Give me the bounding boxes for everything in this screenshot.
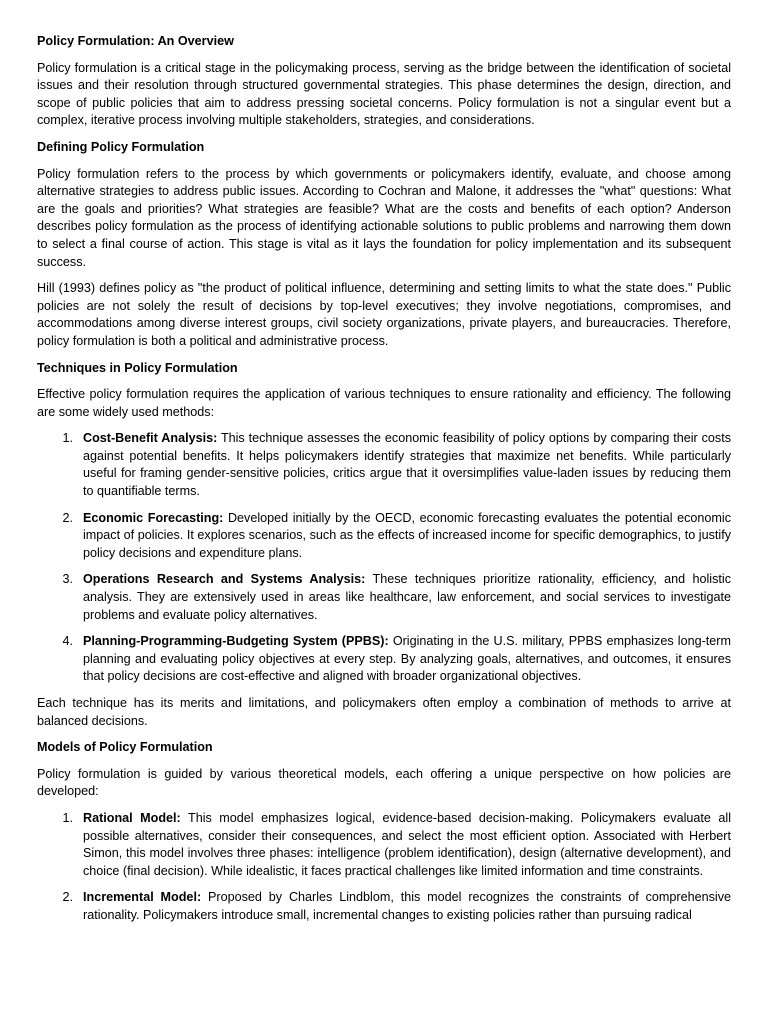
defining-paragraph-2: Hill (1993) defines policy as "the product of political influence, determining and setting limits to what the state does." Public policies are not solely the result of decisions by top-level executives; they involve negotiations, compromises, and accommodations among diverse interest groups, civil society organizations, private players, and bureaucracies. Therefore, policy formulation is both a political and administrative process. (37, 281, 731, 348)
list-term: Incremental Model: (83, 890, 202, 905)
list-number: 4. (62, 634, 73, 649)
list-text: This model emphasizes logical, evidence-based decision-making. Policymakers evaluate all possible alternatives, consider their consequences, and select the most efficient option. Associated with Herbert Simon, this model involves three phases: intelligence (problem identification), design (alternative development), and choice (final decision). While idealistic, it faces practical challenges like limited information and time constraints. (83, 810, 731, 878)
list-item (37, 510, 731, 563)
list-term: Planning-Programming-Budgeting System (PPBS): (83, 634, 389, 649)
list-item (37, 571, 731, 624)
list-term: Economic Forecasting: (83, 510, 224, 525)
techniques-closing: Each technique has its merits and limitations, and policymakers often employ a combination of methods to arrive at balanced decisions. (37, 696, 731, 728)
models-list (37, 810, 731, 925)
list-text: Proposed by Charles Lindblom, this model recognizes the constraints of comprehensive rationality. Policymakers introduce small, incremental changes to existing policies rather than pursuing radical (83, 890, 732, 922)
list-text: This technique assesses the economic feasibility of policy options by comparing their costs against potential benefits. It helps policymakers identify strategies that maximize net benefits. While particularly useful for framing gender-sensitive policies, critics argue that it oversimplifies value-laden issues by reducing them to quantifiable terms. (83, 431, 731, 499)
list-number: 2. (62, 510, 73, 525)
list-number: 1. (62, 431, 73, 446)
list-text: These techniques prioritize rationality, efficiency, and holistic analysis. They are extensively used in areas like healthcare, law enforcement, and social services to investigate problems and evaluate policy alternatives. (83, 572, 731, 622)
list-number: 2. (62, 890, 73, 905)
list-number: 3. (62, 572, 73, 587)
section-heading-defining: Defining Policy Formulation (37, 139, 205, 154)
section-heading-techniques: Techniques in Policy Formulation (37, 360, 238, 375)
list-term: Cost-Benefit Analysis: (83, 431, 218, 446)
document-title: Policy Formulation: An Overview (37, 34, 234, 48)
models-intro: Policy formulation is guided by various theoretical models, each offering a unique perspective on how policies are developed: (37, 766, 731, 799)
list-text: Developed initially by the OECD, economic forecasting evaluates the potential economic impact of policies. It explores scenarios, such as the effects of increased income for specific demographics, to justify policy decisions and expenditure plans. (83, 510, 731, 560)
list-term: Rational Model: (83, 810, 181, 825)
section-heading-models: Models of Policy Formulation (37, 740, 213, 755)
list-item (37, 889, 731, 924)
list-item (37, 633, 731, 686)
techniques-intro: Effective policy formulation requires the application of various techniques to ensure rationality and efficiency. The following are some widely used methods: (37, 387, 731, 419)
techniques-list (37, 430, 731, 686)
list-item (37, 810, 731, 880)
list-term: Operations Research and Systems Analysis: (83, 572, 366, 587)
intro-paragraph: Policy formulation is a critical stage in the policymaking process, serving as the bridge between the identification of societal issues and their resolution through structured governmental strategies. This phase determines the design, direction, and scope of public policies that aim to address pressing societal concerns. Policy formulation is not a singular event but a complex, iterative process involving multiple stakeholders, strategies, and considerations. (37, 60, 731, 128)
list-text: Originating in the U.S. military, PPBS emphasizes long-term planning and evaluating policy objectives at every step. By analyzing goals, alternatives, and outcomes, it ensures that policy decisions are cost-effective and aligned with broader organizational objectives. (83, 634, 731, 684)
list-number: 1. (62, 810, 73, 825)
defining-paragraph-1: Policy formulation refers to the process by which governments or policymakers identify, evaluate, and choose among alternative strategies to address public issues. According to Cochran and Malone, it addresses the "what" questions: What are the goals and priorities? What strategies are feasible? What are the costs and benefits of each option? Anderson describes policy formulation as the process of identifying actionable solutions to public problems and narrowing them down to select a final course of action. This stage is vital as it lays the foundation for policy implementation and its subsequent success. (37, 166, 731, 269)
list-item (37, 430, 731, 500)
